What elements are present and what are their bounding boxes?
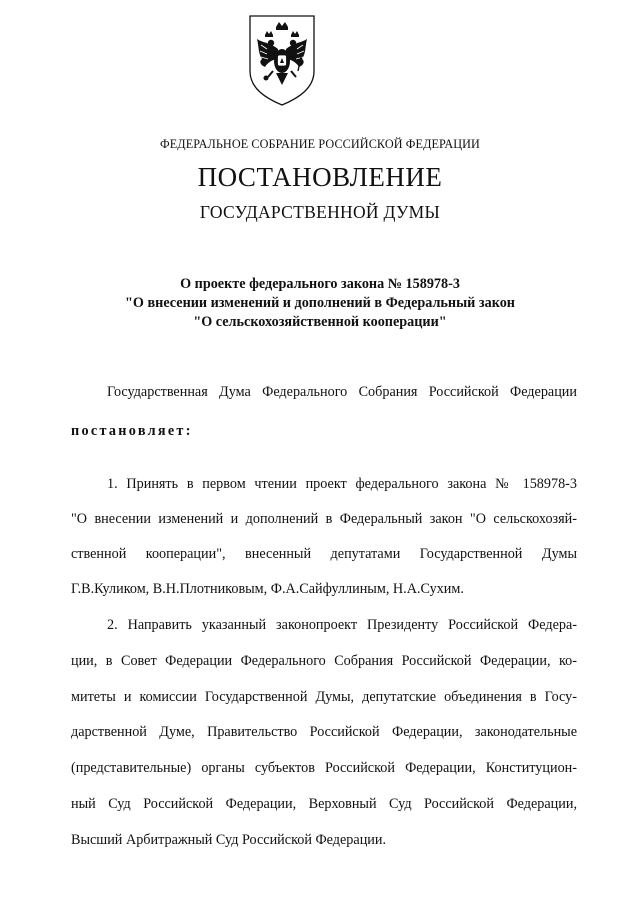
item-2-line: Высший Арбитражный Суд Российской Федерации. <box>71 832 387 848</box>
subject-line: О проекте федерального закона № 158978-3 <box>180 276 460 292</box>
decree-word: постановляет: <box>71 423 193 439</box>
item-2-line: 2. Направить указанный законопроект Президенту Российской Федера- <box>107 617 577 633</box>
issuing-body: ГОСУДАРСТВЕННОЙ ДУМЫ <box>199 202 441 222</box>
document-type: ПОСТАНОВЛЕНИЕ <box>197 162 443 192</box>
state-emblem <box>247 13 317 108</box>
item-2-line: митеты и комиссии Государственной Думы, депутатские объединения в Госу- <box>71 689 577 705</box>
item-2-line: (представительные) органы субъектов Российской Федерации, Конституцион- <box>71 760 577 776</box>
preamble: Государственная Дума Федерального Собрания Российской Федерации <box>107 384 577 400</box>
item-2-line: ный Суд Российской Федерации, Верховный Суд Российской Федерации, <box>71 796 577 812</box>
item-2-line: дарственной Думе, Правительство Российской Федерации, законодательные <box>71 724 577 740</box>
subject-line: "О сельскохозяйственной кооперации" <box>193 314 447 330</box>
double-headed-eagle-icon <box>247 13 317 108</box>
item-2-line: ции, в Совет Федерации Федерального Собрания Российской Федерации, ко- <box>71 653 577 669</box>
item-1-line: Г.В.Куликом, В.Н.Плотниковым, Ф.А.Сайфуллиным, Н.А.Сухим. <box>71 581 464 597</box>
subject-line: "О внесении изменений и дополнений в Федеральный закон <box>125 295 515 311</box>
item-1-line: "О внесении изменений и дополнений в Федеральный закон "О сельскохозяй- <box>71 511 577 527</box>
assembly-name: ФЕДЕРАЛЬНОЕ СОБРАНИЕ РОССИЙСКОЙ ФЕДЕРАЦИИ <box>160 137 480 151</box>
item-1-line: 1. Принять в первом чтении проект федерального закона № 158978-3 <box>107 476 577 492</box>
item-1-line: ственной кооперации", внесенный депутатами Государственной Думы <box>71 546 577 562</box>
document-subject <box>0 275 640 332</box>
